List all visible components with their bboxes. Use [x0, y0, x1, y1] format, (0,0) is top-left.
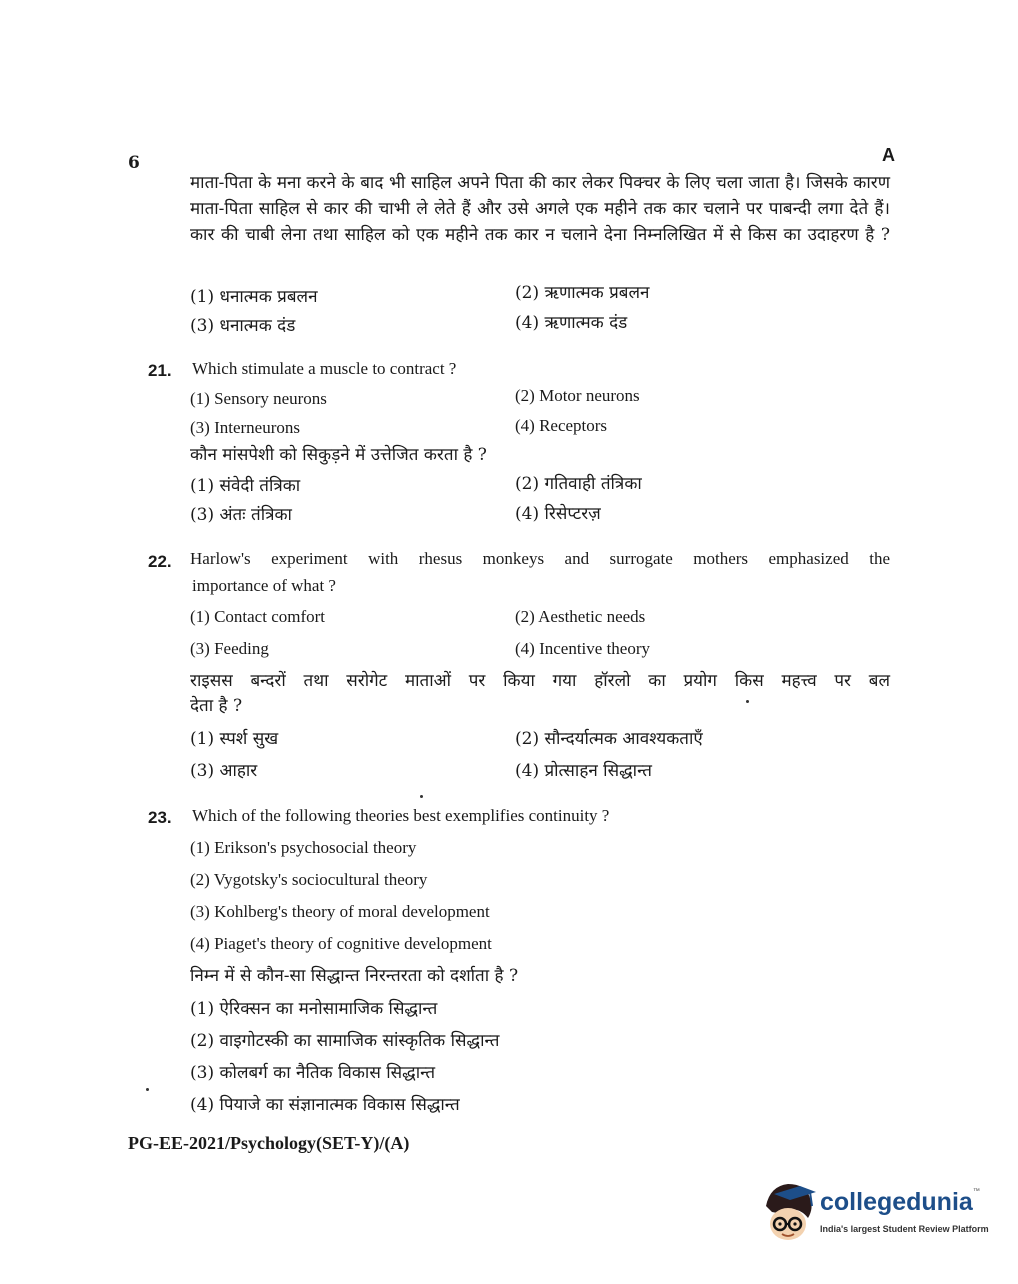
- q22-hi-option-1: (1) स्पर्श सुख: [190, 729, 279, 749]
- q21-question-en: Which stimulate a muscle to contract ?: [192, 359, 457, 378]
- q22-en-option-2: (2) Aesthetic needs: [515, 607, 646, 626]
- footer-code: PG-EE-2021/Psychology(SET-Y)/(A): [128, 1133, 410, 1153]
- brand-name: collegedunia™: [820, 1188, 980, 1216]
- q21-hi-option-2: (2) गतिवाही तंत्रिका: [515, 474, 642, 494]
- q22-hi-option-4: (4) प्रोत्साहन सिद्धान्त: [515, 761, 652, 781]
- q20-hi-option-4: (4) ऋणात्मक दंड: [515, 313, 628, 333]
- q23-en-option-4: (4) Piaget's theory of cognitive development: [190, 934, 492, 953]
- q21-number: 21.: [148, 361, 172, 380]
- brand-tagline: India's largest Student Review Platform: [820, 1224, 989, 1234]
- q21-en-option-1: (1) Sensory neurons: [190, 389, 327, 408]
- q23-hi-option-4: (4) पियाजे का संज्ञानात्मक विकास सिद्धान्त: [190, 1095, 460, 1115]
- q23-number: 23.: [148, 808, 172, 827]
- q20-hindi-paragraph: माता-पिता के मना करने के बाद भी साहिल अपने पिता की कार लेकर पिक्चर के लिए चला जाता है। जिसके कारण माता-पिता साहिल से कार की चाभी ले लेते हैं और उसे अगले एक महीने तक कार चलाने पर पाबन्दी लगा देते हैं। कार की चाबी लेना तथा साहिल को एक महीने तक कार न चलाने देना निम्नलिखित में से किस का उदाहरण है ?: [190, 173, 890, 245]
- page-number: 6: [128, 153, 140, 173]
- q22-en-option-1: (1) Contact comfort: [190, 607, 326, 626]
- q21-question-hi: कौन मांसपेशी को सिकुड़ने में उत्तेजित करता है ?: [190, 445, 487, 465]
- q22-en-option-4: (4) Incentive theory: [515, 639, 650, 658]
- set-letter: A: [882, 145, 895, 165]
- q23-question-hi: निम्न में से कौन-सा सिद्धान्त निरन्तरता को दर्शाता है ?: [190, 966, 519, 986]
- q23-hi-option-1: (1) ऐरिक्सन का मनोसामाजिक सिद्धान्त: [190, 999, 438, 1019]
- q21-en-option-2: (2) Motor neurons: [515, 386, 640, 405]
- q23-hi-option-2: (2) वाइगोटस्की का सामाजिक सांस्कृतिक सिद्धान्त: [190, 1031, 500, 1051]
- q21-hi-option-3: (3) अंतः तंत्रिका: [190, 505, 292, 525]
- q20-hi-option-2: (2) ऋणात्मक प्रबलन: [515, 283, 650, 303]
- q23-hi-option-3: (3) कोलबर्ग का नैतिक विकास सिद्धान्त: [190, 1063, 436, 1083]
- q21-hi-option-4: (4) रिसेप्टरज़: [515, 504, 601, 524]
- q22-question-hi-line2: देता है ?: [190, 696, 243, 716]
- q23-question-en: Which of the following theories best exemplifies continuity ?: [192, 806, 610, 825]
- speck-mark: [420, 795, 423, 798]
- q21-en-option-3: (3) Interneurons: [190, 418, 300, 437]
- speck-mark: [746, 700, 749, 703]
- mascot-logo-icon: [760, 1178, 818, 1248]
- q22-question-en-line2: importance of what ?: [192, 576, 336, 595]
- q21-hi-option-1: (1) संवेदी तंत्रिका: [190, 476, 301, 496]
- q22-hi-option-2: (2) सौन्दर्यात्मक आवश्यकताएँ: [515, 729, 703, 749]
- q22-question-en-line1: Harlow's experiment with rhesus monkeys and surrogate mothers emphasized the: [190, 549, 890, 568]
- speck-mark: [146, 1088, 149, 1091]
- q21-en-option-4: (4) Receptors: [515, 416, 608, 435]
- q20-hi-option-1: (1) धनात्मक प्रबलन: [190, 287, 318, 307]
- q22-question-hi-line1: राइसस बन्दरों तथा सरोगेट माताओं पर किया गया हॉरलो का प्रयोग किस महत्त्व पर बल: [190, 671, 890, 691]
- q20-hi-option-3: (3) धनात्मक दंड: [190, 316, 296, 336]
- q22-hi-option-3: (3) आहार: [190, 761, 258, 781]
- collegedunia-watermark: [760, 1178, 1000, 1248]
- q23-en-option-3: (3) Kohlberg's theory of moral development: [190, 902, 490, 921]
- q23-en-option-1: (1) Erikson's psychosocial theory: [190, 838, 417, 857]
- q22-en-option-3: (3) Feeding: [190, 639, 269, 658]
- q23-en-option-2: (2) Vygotsky's sociocultural theory: [190, 870, 428, 889]
- q22-number: 22.: [148, 552, 172, 571]
